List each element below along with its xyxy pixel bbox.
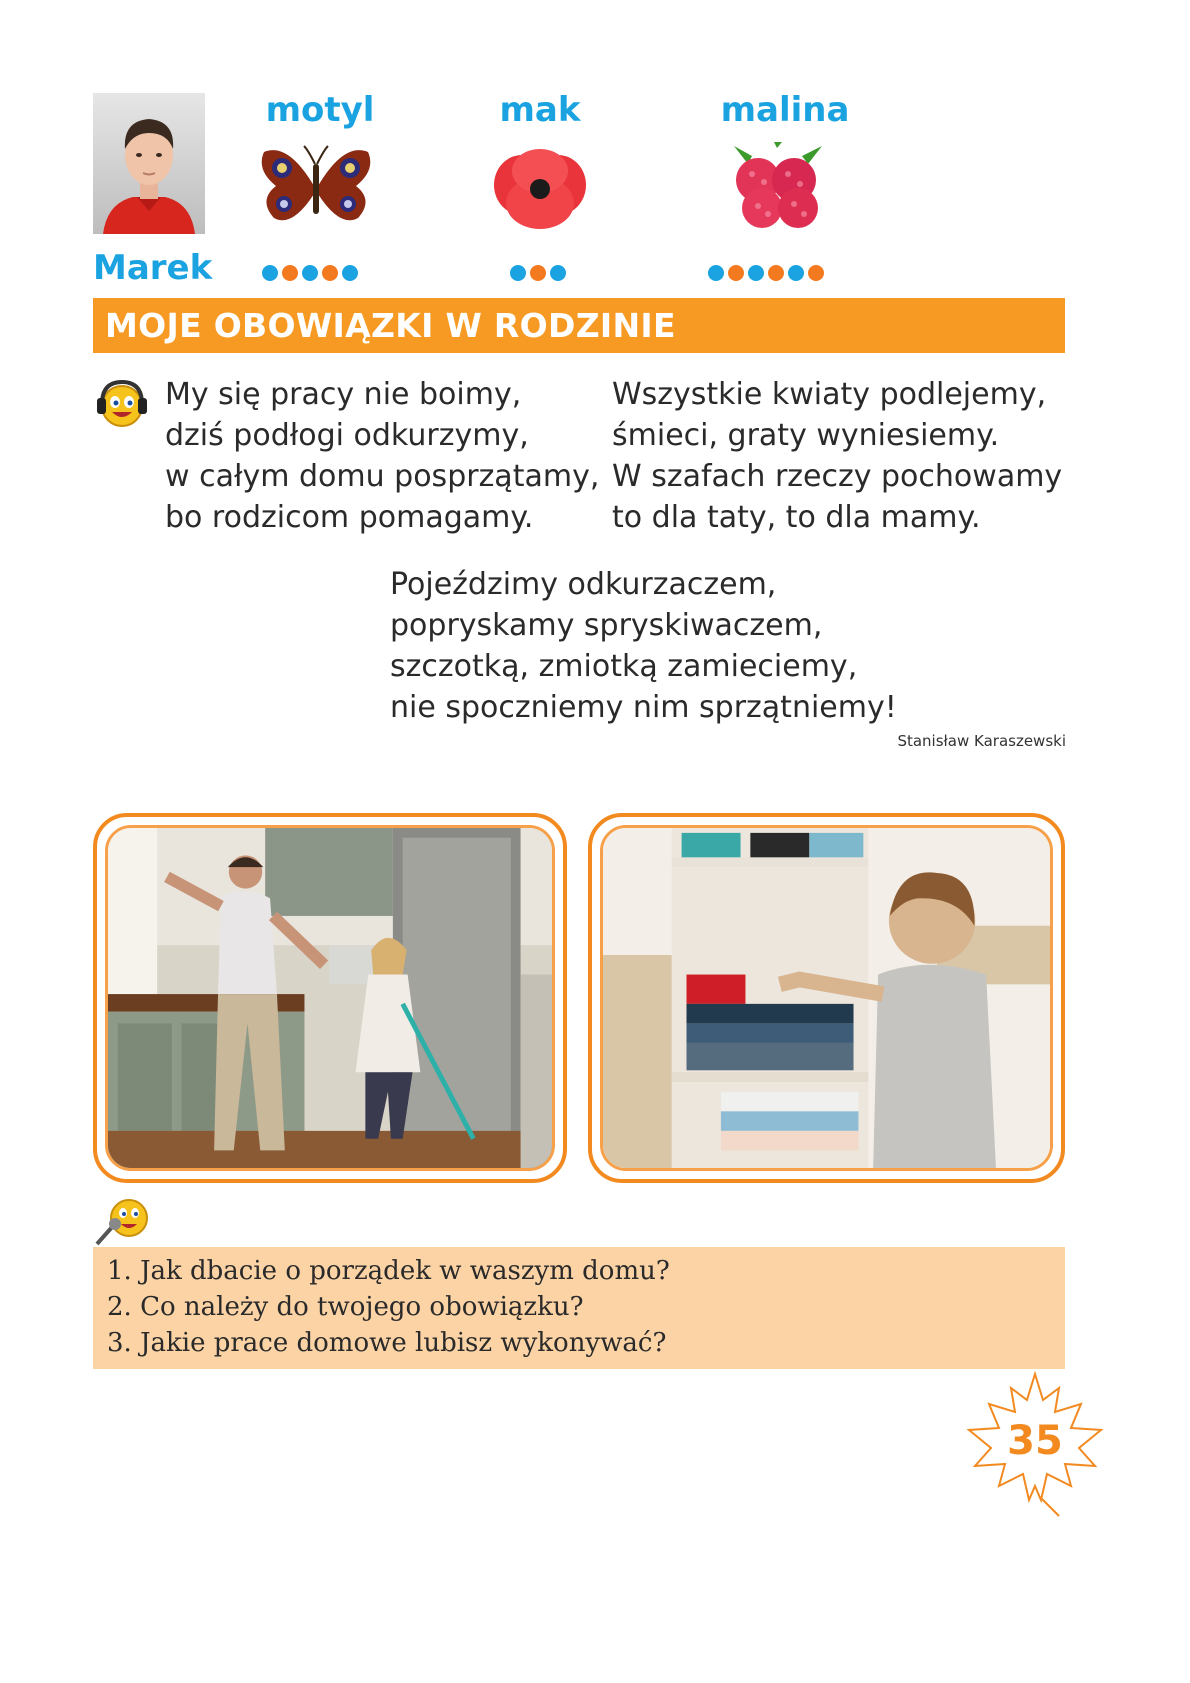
poem-line: to dla taty, to dla mamy. (612, 500, 981, 535)
word-mak: mak (499, 90, 581, 130)
poem-line: Pojeździmy odkurzaczem, (390, 567, 777, 602)
poem-line: My się pracy nie boimy, (165, 377, 522, 412)
poem-stanza-3 (390, 564, 897, 728)
boy-photo (93, 93, 205, 234)
poem-stanza-1 (165, 374, 599, 538)
syllable-dots-mak (510, 265, 566, 281)
wardrobe-photo (600, 825, 1053, 1171)
person-name: Marek (93, 248, 213, 288)
poem-line: w całym domu posprzątamy, (165, 459, 600, 494)
syllable-dots-malina (708, 265, 824, 281)
page-title: MOJE OBOWIĄZKI W RODZINIE (105, 306, 676, 345)
microphone-smiley-icon (93, 1196, 153, 1248)
page-number: 35 (1007, 1418, 1063, 1464)
poppy-icon (492, 145, 588, 233)
question-item: 1. Jak dbacie o porządek w waszym domu? (107, 1256, 670, 1286)
photo-frame-kitchen (93, 813, 567, 1183)
butterfly-icon (258, 142, 374, 230)
photo-frame-wardrobe (588, 813, 1065, 1183)
poem-line: nie spoczniemy nim sprzątniemy! (390, 690, 897, 725)
poem-line: śmieci, graty wyniesiemy. (612, 418, 1000, 453)
poem-stanza-2 (612, 374, 1062, 538)
syllable-dots-motyl (262, 265, 358, 281)
poem-line: W szafach rzeczy pochowamy (612, 459, 1063, 494)
word-malina: malina (720, 90, 850, 130)
questions-box (93, 1247, 1065, 1369)
headphones-smiley-icon (96, 378, 148, 430)
poem-author: Stanisław Karaszewski (897, 732, 1066, 750)
title-bar (93, 298, 1065, 353)
poem-line: dziś podłogi odkurzymy, (165, 418, 529, 453)
poem-line: bo rodzicom pomagamy. (165, 500, 534, 535)
raspberry-icon (722, 142, 832, 232)
poem-line: Wszystkie kwiaty podlejemy, (612, 377, 1047, 412)
poem-line: popryskamy spryskiwaczem, (390, 608, 823, 643)
question-item: 3. Jakie prace domowe lubisz wykonywać? (107, 1328, 667, 1358)
question-item: 2. Co należy do twojego obowiązku? (107, 1292, 584, 1322)
poem-line: szczotką, zmiotką zamieciemy, (390, 649, 858, 684)
word-motyl: motyl (265, 90, 375, 130)
kitchen-photo (105, 825, 555, 1171)
